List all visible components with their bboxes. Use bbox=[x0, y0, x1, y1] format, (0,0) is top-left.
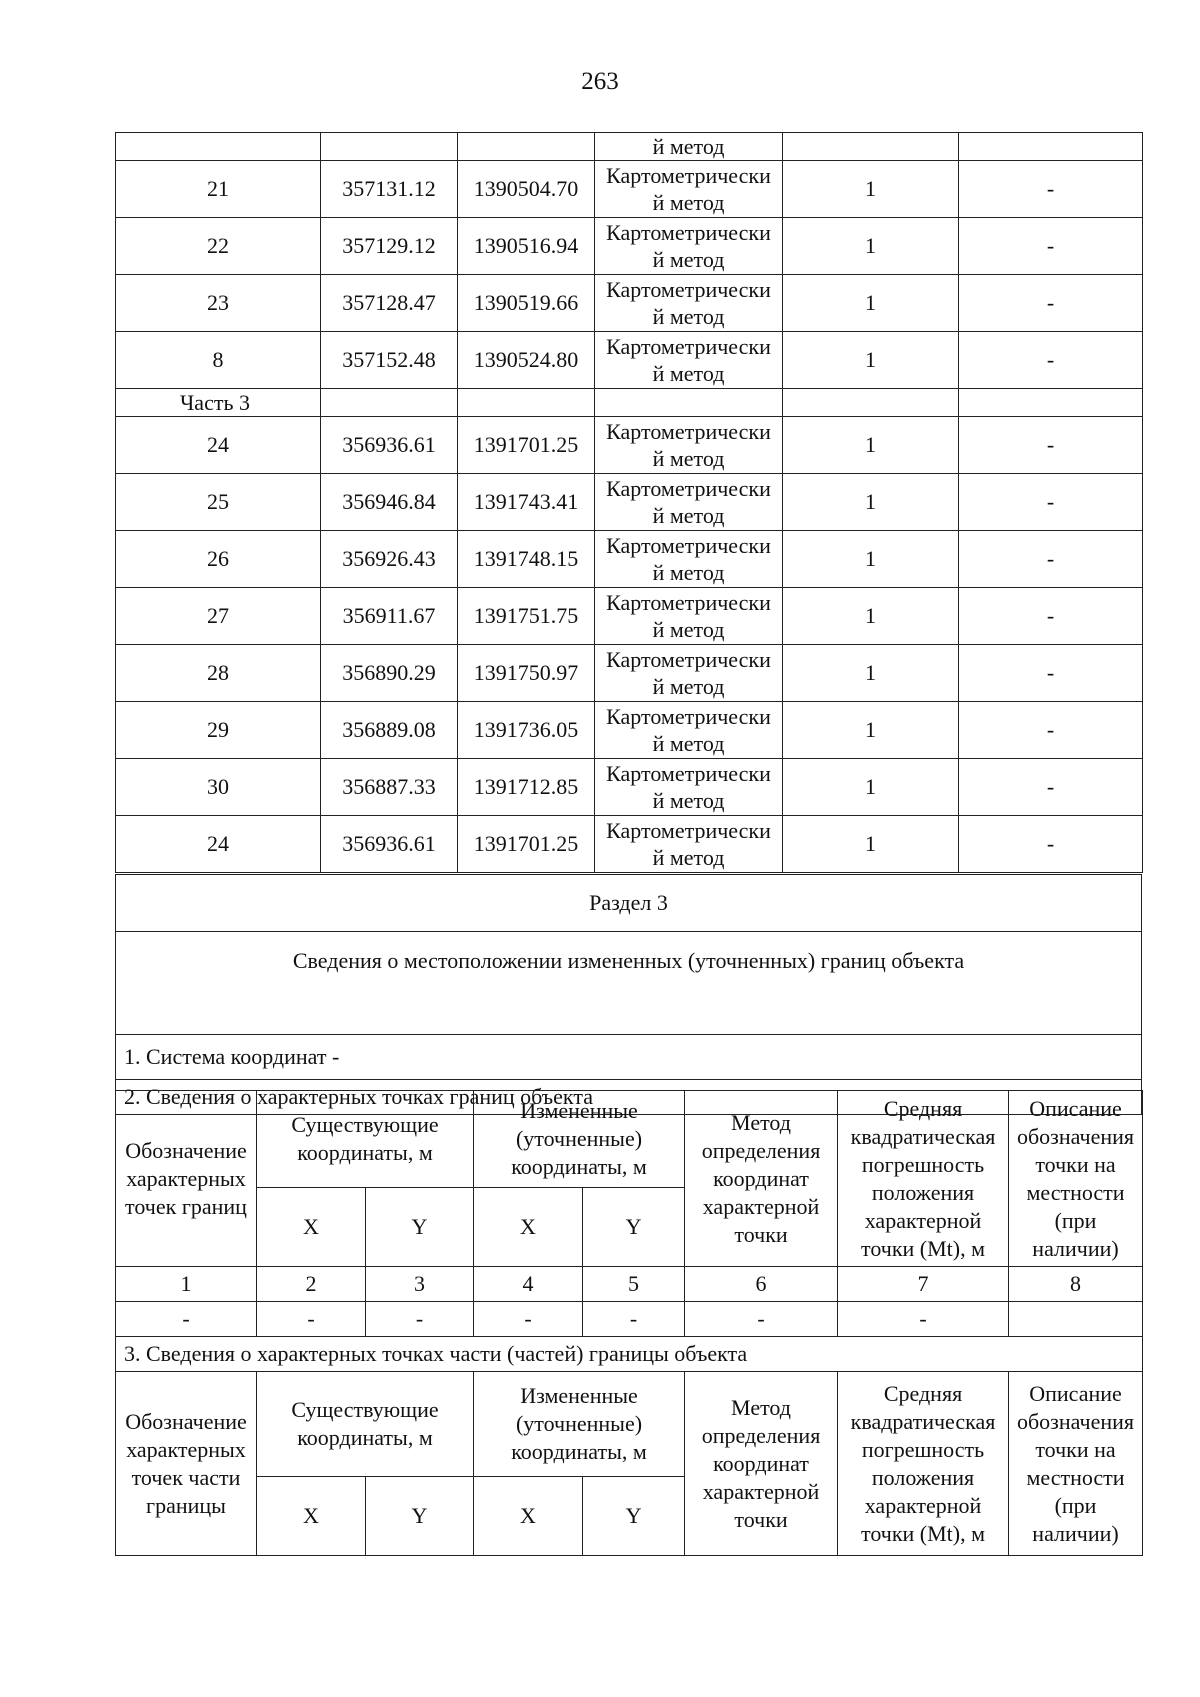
error-cell: 1 bbox=[783, 531, 959, 588]
point-cell: 30 bbox=[116, 759, 321, 816]
header-existing-coords: Существующие координаты, м bbox=[257, 1091, 474, 1188]
method-line: Картометрически bbox=[606, 334, 771, 359]
y-coordinate-cell: 1390524.80 bbox=[458, 332, 595, 389]
x-coordinate-cell: 356889.08 bbox=[321, 702, 458, 759]
section-title: Раздел 3 bbox=[116, 875, 1142, 932]
description-cell: - bbox=[959, 702, 1143, 759]
y-coordinate-cell: 1390516.94 bbox=[458, 218, 595, 275]
description-cell: - bbox=[959, 816, 1143, 873]
method-cell bbox=[595, 816, 783, 873]
method-cell bbox=[595, 474, 783, 531]
method-line: й метод bbox=[652, 361, 725, 386]
part-label: Часть 3 bbox=[116, 389, 321, 417]
table-row bbox=[116, 332, 1143, 389]
x-coordinate-cell: 357128.47 bbox=[321, 275, 458, 332]
header-changed-coords: Измененные (уточненные) координаты, м bbox=[474, 1091, 685, 1188]
table-row bbox=[116, 474, 1143, 531]
error-cell: 1 bbox=[783, 645, 959, 702]
method-cell bbox=[595, 702, 783, 759]
error-cell: 1 bbox=[783, 702, 959, 759]
method-line: Картометрически bbox=[606, 419, 771, 444]
y-coordinate-cell: 1391750.97 bbox=[458, 645, 595, 702]
table-row bbox=[116, 417, 1143, 474]
x-coordinate-cell: 357131.12 bbox=[321, 161, 458, 218]
method-line: й метод bbox=[652, 446, 725, 471]
part-label-row bbox=[116, 389, 1143, 417]
error-cell: 1 bbox=[783, 275, 959, 332]
table-row bbox=[116, 588, 1143, 645]
coordinate-system: 1. Система координат - bbox=[116, 1035, 1142, 1080]
point-cell: 23 bbox=[116, 275, 321, 332]
error-cell: 1 bbox=[783, 218, 959, 275]
column-number: 5 bbox=[583, 1267, 685, 1302]
method-cell bbox=[595, 759, 783, 816]
method-line: й метод bbox=[652, 845, 725, 870]
description-cell: - bbox=[959, 218, 1143, 275]
method-line: Картометрически bbox=[606, 533, 771, 558]
method-cell bbox=[595, 161, 783, 218]
method-line: Картометрически bbox=[606, 277, 771, 302]
column-number: 2 bbox=[257, 1267, 366, 1302]
header-x: X bbox=[257, 1188, 366, 1267]
y-coordinate-cell: 1391712.85 bbox=[458, 759, 595, 816]
method-line: Картометрически bbox=[606, 704, 771, 729]
y-coordinate-cell: 1391701.25 bbox=[458, 816, 595, 873]
x-coordinate-cell: 356926.43 bbox=[321, 531, 458, 588]
method-cell bbox=[595, 332, 783, 389]
method-line: й метод bbox=[652, 304, 725, 329]
header-existing-coords: Существующие координаты, м bbox=[257, 1372, 474, 1477]
header-point-designation: Обозначение характерных точек границ bbox=[116, 1091, 257, 1267]
method-cell bbox=[595, 645, 783, 702]
column-number: 3 bbox=[366, 1267, 474, 1302]
y-coordinate-cell: 1391751.75 bbox=[458, 588, 595, 645]
page-number: 263 bbox=[581, 68, 619, 95]
description-cell: - bbox=[959, 275, 1143, 332]
method-cell bbox=[595, 218, 783, 275]
table-row bbox=[116, 161, 1143, 218]
method-line: й метод bbox=[652, 190, 725, 215]
column-numbers-row bbox=[116, 1267, 1143, 1302]
description-cell: - bbox=[959, 161, 1143, 218]
header-error: Средняя квадратическая погрешность положения характерной точки (Mt), м bbox=[838, 1091, 1009, 1267]
header-y: Y bbox=[583, 1188, 685, 1267]
error-cell: 1 bbox=[783, 816, 959, 873]
method-line: Картометрически bbox=[606, 220, 771, 245]
description-cell: - bbox=[959, 474, 1143, 531]
error-cell: 1 bbox=[783, 588, 959, 645]
description-cell: - bbox=[959, 759, 1143, 816]
point-cell: 26 bbox=[116, 531, 321, 588]
error-cell: 1 bbox=[783, 161, 959, 218]
x-coordinate-cell: 357152.48 bbox=[321, 332, 458, 389]
y-coordinate-cell: 1391701.25 bbox=[458, 417, 595, 474]
method-line: й метод bbox=[652, 674, 725, 699]
table-row bbox=[116, 645, 1143, 702]
header-x: X bbox=[474, 1188, 583, 1267]
point-cell: 28 bbox=[116, 645, 321, 702]
point-cell: 21 bbox=[116, 161, 321, 218]
section-table bbox=[115, 874, 1142, 1115]
description-cell: - bbox=[959, 645, 1143, 702]
y-coordinate-cell: 1390504.70 bbox=[458, 161, 595, 218]
x-coordinate-cell: 357129.12 bbox=[321, 218, 458, 275]
error-cell: 1 bbox=[783, 759, 959, 816]
point-cell: 22 bbox=[116, 218, 321, 275]
section-subtitle: Сведения о местоположении измененных (уточненных) границ объекта bbox=[116, 932, 1142, 1035]
header-method: Метод определения координат характерной точки bbox=[685, 1091, 838, 1267]
empty-data-row: - - - - - - - bbox=[116, 1302, 1143, 1337]
header-description: Описание обозначения точки на местности (при наличии) bbox=[1009, 1372, 1143, 1556]
x-coordinate-cell: 356887.33 bbox=[321, 759, 458, 816]
description-cell: - bbox=[959, 417, 1143, 474]
column-number: 1 bbox=[116, 1267, 257, 1302]
point-cell: 25 bbox=[116, 474, 321, 531]
error-cell: 1 bbox=[783, 332, 959, 389]
error-cell: 1 bbox=[783, 417, 959, 474]
method-cell bbox=[595, 417, 783, 474]
point-cell: 27 bbox=[116, 588, 321, 645]
point-cell: 24 bbox=[116, 816, 321, 873]
header-part-point-designation: Обозначение характерных точек части границы bbox=[116, 1372, 257, 1556]
method-cell bbox=[595, 531, 783, 588]
coordinates-table bbox=[115, 132, 1143, 873]
method-cell bbox=[595, 588, 783, 645]
method-line: Картометрически bbox=[606, 476, 771, 501]
method-line: й метод bbox=[652, 731, 725, 756]
table-row bbox=[116, 218, 1143, 275]
method-line: й метод bbox=[652, 788, 725, 813]
table-row bbox=[116, 275, 1143, 332]
header-error: Средняя квадратическая погрешность положения характерной точки (Mt), м bbox=[838, 1372, 1009, 1556]
method-line: й метод bbox=[652, 560, 725, 585]
header-y: Y bbox=[583, 1477, 685, 1556]
method-line: Картометрически bbox=[606, 647, 771, 672]
point-cell: 24 bbox=[116, 417, 321, 474]
x-coordinate-cell: 356936.61 bbox=[321, 816, 458, 873]
description-cell: - bbox=[959, 588, 1143, 645]
header-y: Y bbox=[366, 1477, 474, 1556]
column-number: 8 bbox=[1009, 1267, 1143, 1302]
method-line: й метод bbox=[652, 247, 725, 272]
header-method: Метод определения координат характерной точки bbox=[685, 1372, 838, 1556]
x-coordinate-cell: 356946.84 bbox=[321, 474, 458, 531]
header-x: X bbox=[474, 1477, 583, 1556]
method-line: Картометрически bbox=[606, 761, 771, 786]
table-row bbox=[116, 531, 1143, 588]
characteristic-points-table bbox=[115, 1090, 1143, 1556]
column-number: 4 bbox=[474, 1267, 583, 1302]
header-x: X bbox=[257, 1477, 366, 1556]
method-line: й метод bbox=[652, 503, 725, 528]
point-cell: 8 bbox=[116, 332, 321, 389]
header-description: Описание обозначения точки на местности (при наличии) bbox=[1009, 1091, 1143, 1267]
parts-heading: 3. Сведения о характерных точках части (частей) границы объекта bbox=[116, 1337, 1143, 1372]
table-row bbox=[116, 759, 1143, 816]
method-line: Картометрически bbox=[606, 818, 771, 843]
description-cell: - bbox=[959, 531, 1143, 588]
x-coordinate-cell: 356890.29 bbox=[321, 645, 458, 702]
y-coordinate-cell: 1391743.41 bbox=[458, 474, 595, 531]
description-cell: - bbox=[959, 332, 1143, 389]
table-row bbox=[116, 702, 1143, 759]
y-coordinate-cell: 1390519.66 bbox=[458, 275, 595, 332]
method-line: й метод bbox=[652, 617, 725, 642]
y-coordinate-cell: 1391736.05 bbox=[458, 702, 595, 759]
method-cell: й метод bbox=[595, 133, 783, 161]
table-row bbox=[116, 816, 1143, 873]
table-row bbox=[116, 133, 1143, 161]
error-cell: 1 bbox=[783, 474, 959, 531]
y-coordinate-cell: 1391748.15 bbox=[458, 531, 595, 588]
header-changed-coords: Измененные (уточненные) координаты, м bbox=[474, 1372, 685, 1477]
points-heading: 2. Сведения о характерных точках границ объекта bbox=[116, 1080, 1142, 1115]
method-line: Картометрически bbox=[606, 163, 771, 188]
x-coordinate-cell: 356936.61 bbox=[321, 417, 458, 474]
header-y: Y bbox=[366, 1188, 474, 1267]
method-line: Картометрически bbox=[606, 590, 771, 615]
column-number: 6 bbox=[685, 1267, 838, 1302]
method-cell bbox=[595, 275, 783, 332]
point-cell: 29 bbox=[116, 702, 321, 759]
column-number: 7 bbox=[838, 1267, 1009, 1302]
x-coordinate-cell: 356911.67 bbox=[321, 588, 458, 645]
